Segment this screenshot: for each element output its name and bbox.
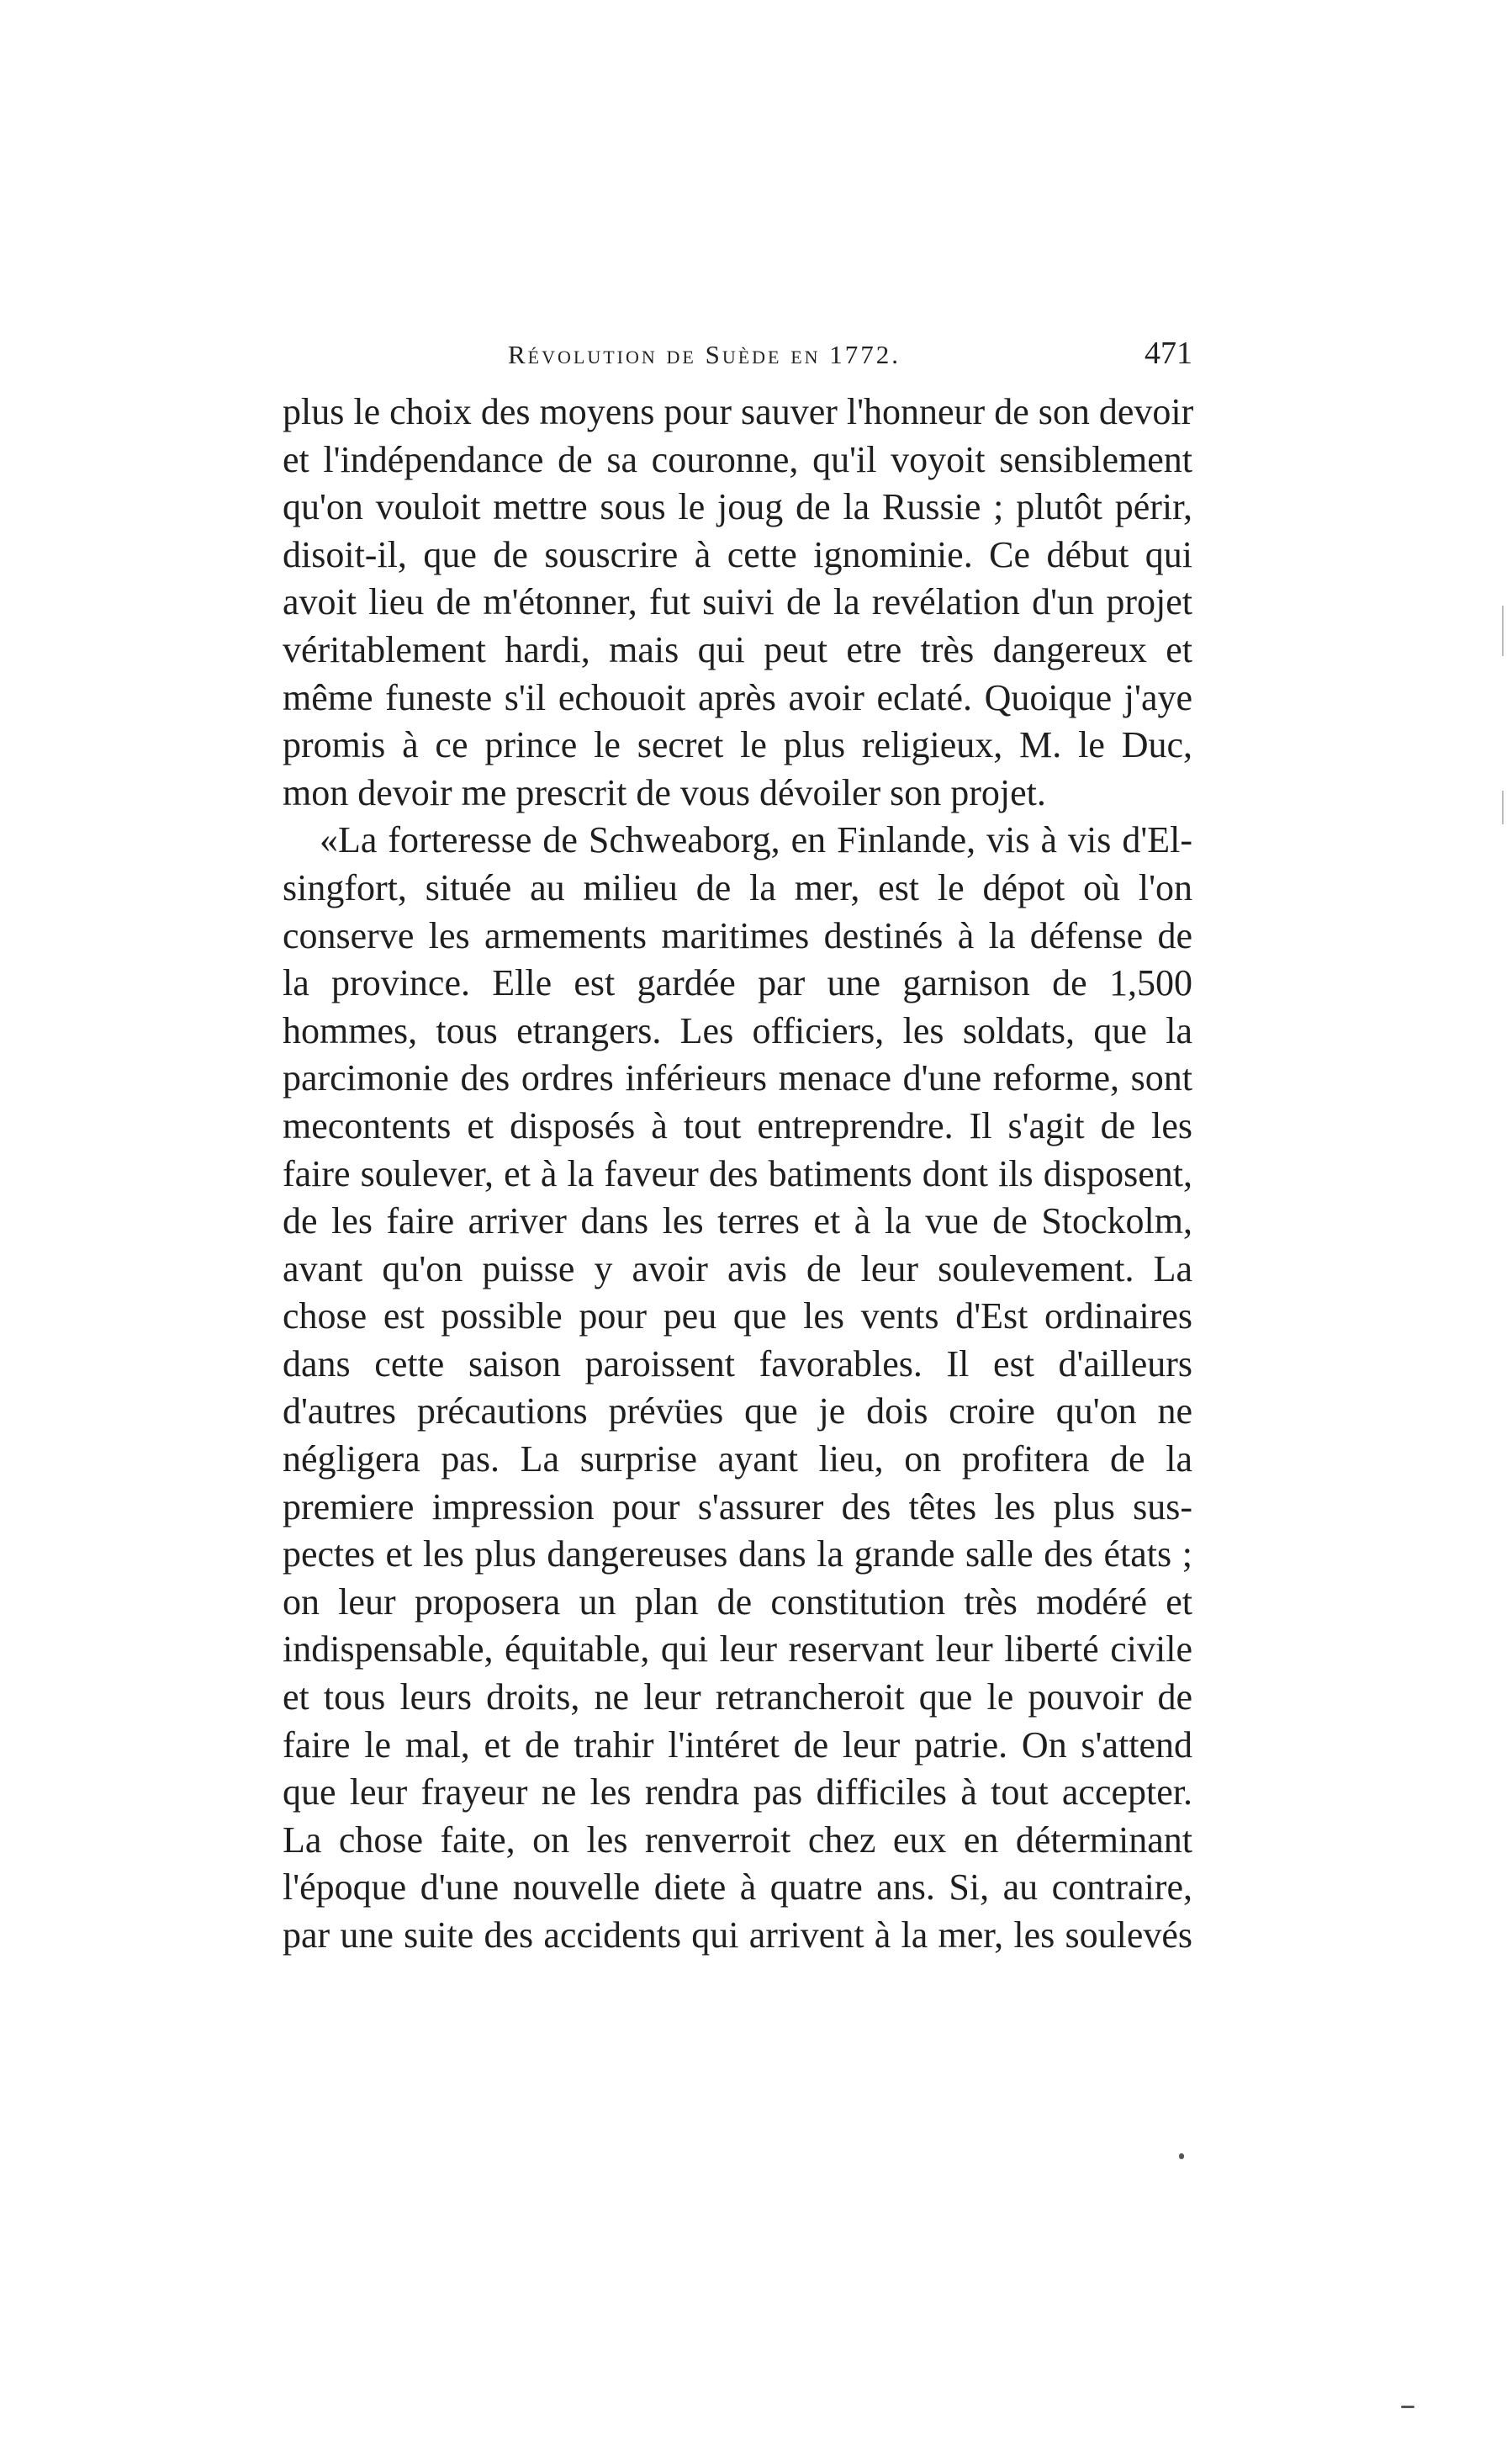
scan-edge-mark (1502, 606, 1504, 656)
text-line: parcimonie des ordres inférieurs menace d'une reforme, sont (283, 1057, 1192, 1099)
text-line: hommes, tous etrangers. Les officiers, les soldats, que la (283, 1009, 1192, 1051)
text-line: plus le choix des moyens pour sauver l'honneur de son devoir (283, 391, 1194, 432)
page-number: 471 (1145, 336, 1192, 371)
text-line: avant qu'on puisse y avoir avis de leur soulevement. La (283, 1247, 1192, 1289)
text-line: mon devoir me prescrit de vous dévoiler son projet. (283, 771, 1046, 813)
text-line: dans cette saison paroissent favorables. Il est d'ailleurs (283, 1342, 1192, 1384)
text-line: «La forteresse de Schweaborg, en Finlande, vis à vis d'El- (320, 819, 1192, 861)
text-line: de les faire arriver dans les terres et à la vue de Stockolm, (283, 1200, 1192, 1242)
text-line: La chose faite, on les renverroit chez eux en déterminant (283, 1819, 1192, 1861)
text-line: disoit-il, que de souscrire à cette ignominie. Ce début qui (283, 533, 1192, 575)
text-line: indispensable, équitable, qui leur reservant leur liberté civile (283, 1628, 1192, 1670)
text-line: pectes et les plus dangereuses dans la grande salle des états ; (283, 1533, 1192, 1575)
text-line: l'époque d'une nouvelle diete à quatre ans. Si, au contraire, (283, 1866, 1192, 1909)
text-line: d'autres précautions prévües que je dois croire qu'on ne (283, 1390, 1192, 1432)
text-line: qu'on vouloit mettre sous le joug de la Russie ; plutôt périr, (283, 486, 1192, 528)
text-line: même funeste s'il echouoit après avoir eclaté. Quoique j'aye (283, 676, 1192, 718)
text-line: singfort, située au milieu de la mer, est le dépot où l'on (283, 866, 1192, 908)
text-line: et l'indépendance de sa couronne, qu'il voyoit sensiblement (283, 438, 1192, 480)
text-line: faire soulever, et à la faveur des batiments dont ils disposent, (283, 1152, 1192, 1194)
text-line: premiere impression pour s'assurer des têtes les plus sus- (283, 1485, 1192, 1527)
text-line: chose est possible pour peu que les vents d'Est ordinaires (283, 1295, 1192, 1337)
scan-speck (1179, 2153, 1184, 2159)
scan-speck (1401, 2406, 1414, 2408)
text-line: véritablement hardi, mais qui peut etre très dangereux et (283, 628, 1192, 670)
text-line: négligera pas. La surprise ayant lieu, on profitera de la (283, 1438, 1192, 1480)
text-line: on leur proposera un plan de constitution très modéré et (283, 1580, 1192, 1623)
text-line: par une suite des accidents qui arrivent à la mer, les soulevés (283, 1914, 1192, 1956)
text-line: et tous leurs droits, ne leur retrancheroit que le pouvoir de (283, 1676, 1192, 1718)
body-text (283, 389, 1192, 1960)
text-line: promis à ce prince le secret le plus religieux, M. le Duc, (283, 724, 1192, 766)
text-line: avoit lieu de m'étonner, fut suivi de la revélation d'un projet (283, 581, 1192, 623)
running-head (283, 330, 1192, 380)
text-line: mecontents et disposés à tout entreprendre. Il s'agit de les (283, 1104, 1192, 1146)
scan-edge-mark (1502, 791, 1504, 824)
running-title: Révolution de Suède en 1772. (508, 340, 901, 369)
text-line: que leur frayeur ne les rendra pas difficiles à tout accepter. (283, 1771, 1192, 1813)
text-line: conserve les armements maritimes destinés à la défense de (283, 914, 1192, 956)
text-line: faire le mal, et de trahir l'intéret de leur patrie. On s'attend (283, 1723, 1192, 1766)
text-line: la province. Elle est gardée par une garnison de 1,500 (283, 962, 1192, 1004)
